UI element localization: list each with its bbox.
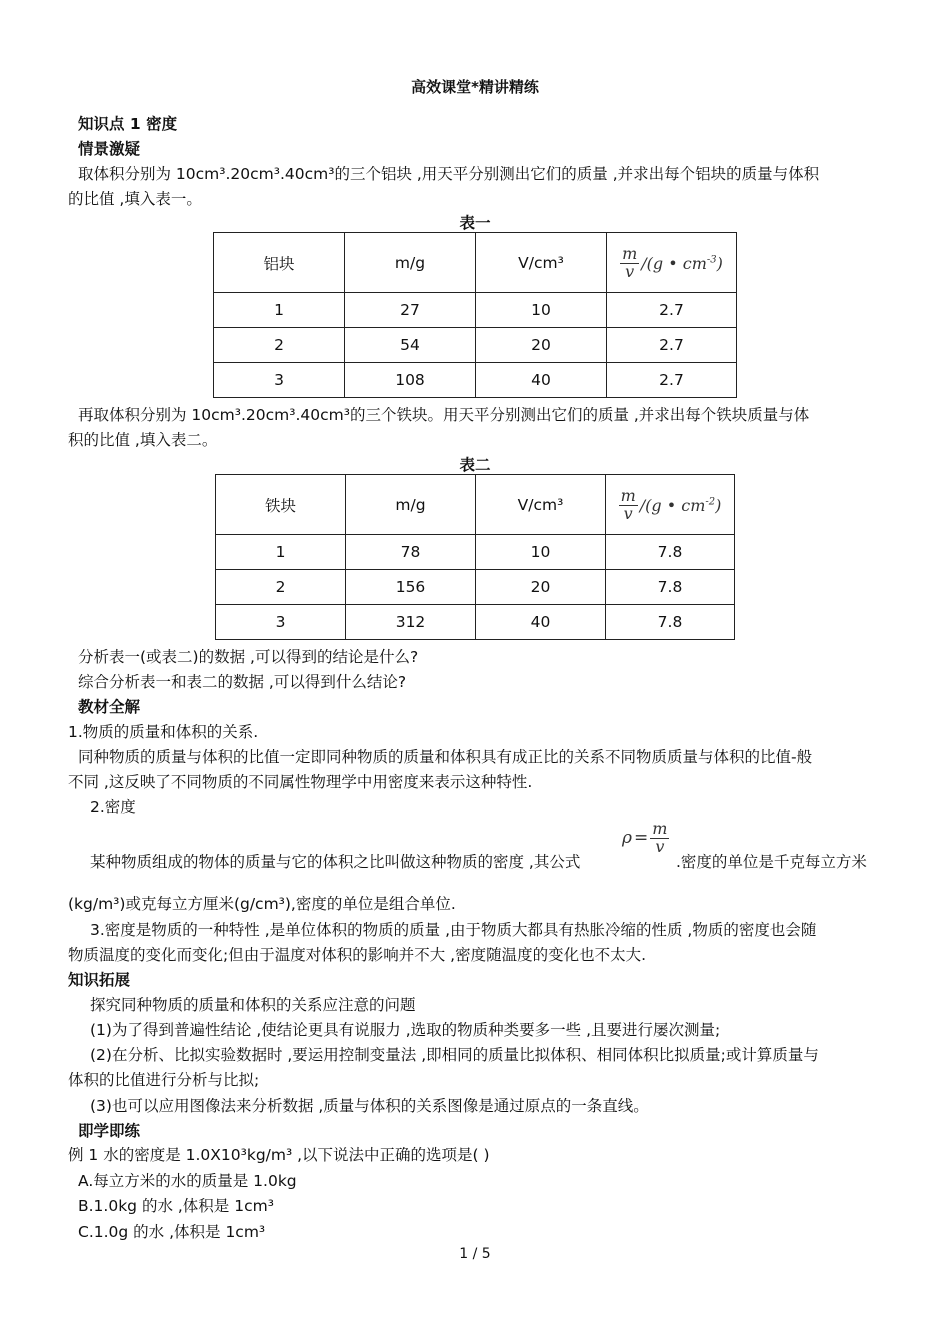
table-row [216,570,735,605]
table-cell: 108 [345,363,476,398]
question-1: 分析表一(或表二)的数据 ,可以得到的结论是什么? [78,648,419,666]
table1-header-cell: 铝块 [214,233,345,293]
rho-symbol: ρ [622,828,632,849]
extension-point-1: (1)为了得到普遍性结论 ,使结论更具有说服力 ,选取的物质种类要多一些 ,且要进行屡次测量; [90,1021,721,1039]
table-cell: 156 [346,570,476,605]
option-a: A.每立方米的水的质量是 1.0kg [78,1172,297,1190]
question-2: 综合分析表一和表二的数据 ,可以得到什么结论? [78,673,407,691]
option-b: B.1.0kg 的水 ,体积是 1cm³ [78,1197,274,1215]
table-cell: 2.7 [607,363,737,398]
table-cell: 2 [216,570,346,605]
iron-text-line2: 积的比值 ,填入表二。 [68,431,218,449]
formula-v: v [625,261,635,281]
subheading-scenario: 情景激疑 [78,140,141,158]
table-cell: 1 [216,535,346,570]
table-row [214,363,737,398]
formula-exponent: -3 [706,254,717,266]
section-heading-density: 知识点 1 密度 [78,115,178,133]
section-heading-extension: 知识拓展 [68,971,131,989]
units-line: (kg/m³)或克每立方厘米(g/cm³),密度的单位是组合单位. [68,895,456,913]
density-text-a: 某种物质组成的物体的质量与它的体积之比叫做这种物质的密度 ,其公式 [90,853,581,871]
table-cell: 2.7 [607,328,737,363]
table2-header-cell: V/cm³ [476,475,606,535]
table-cell: 2.7 [607,293,737,328]
table1-header-formula [607,233,737,293]
item1-title: 1.物质的质量和体积的关系. [68,723,259,741]
table-row [214,328,737,363]
table-row [214,293,737,328]
item1-text-line2: 不同 ,这反映了不同物质的不同属性物理学中用密度来表示这种特性. [68,773,533,791]
formula-unit: /(g • cm [639,495,706,515]
table-cell: 40 [476,605,606,640]
table-iron [215,474,735,640]
extension-point-2-line1: (2)在分析、比拟实验数据时 ,要运用控制变量法 ,即相同的质量比拟体积、相同体积比拟质量;或计算质量与 [90,1046,819,1064]
table1-caption: 表一 [459,214,491,232]
formula-m: m [622,243,638,263]
table-cell: 3 [216,605,346,640]
formula-close: ) [715,495,722,515]
table-cell: 312 [346,605,476,640]
table-row [216,535,735,570]
formula-m: m [620,485,636,505]
item3-text-line1: 3.密度是物质的一种特性 ,是单位体积的物质的质量 ,由于物质大都具有热胀冷缩的性质 ,物质的密度也会随 [90,921,817,939]
iron-text-line1: 再取体积分别为 10cm³.20cm³.40cm³的三个铁块。用天平分别测出它们的质量 ,并求出每个铁块质量与体 [78,406,810,424]
option-c: C.1.0g 的水 ,体积是 1cm³ [78,1223,266,1241]
table2-header-formula [606,475,735,535]
table-row [216,605,735,640]
section-heading-textbook: 教材全解 [78,698,141,716]
table-cell: 7.8 [606,605,735,640]
table-cell: 3 [214,363,345,398]
extension-point-3: (3)也可以应用图像法来分析数据 ,质量与体积的关系图像是通过原点的一条直线。 [90,1097,649,1115]
extension-intro: 探究同种物质的质量和体积的关系应注意的问题 [90,996,416,1014]
formula-unit: /(g • cm [641,253,707,273]
formula-close: ) [716,253,723,273]
table-cell: 1 [214,293,345,328]
table-cell: 2 [214,328,345,363]
equals-sign: = [634,828,649,849]
table1-header-cell: m/g [345,233,476,293]
table-cell: 40 [476,363,607,398]
table-cell: 7.8 [606,535,735,570]
table-cell: 20 [476,328,607,363]
intro-text-line2: 的比值 ,填入表一。 [68,190,202,208]
formula-v: v [655,836,665,856]
extension-point-2-line2: 体积的比值进行分析与比拟; [68,1071,260,1089]
page-title: 高效课堂*精讲精练 [411,78,539,96]
example-question: 例 1 水的密度是 1.0X10³kg/m³ ,以下说法中正确的选项是( ) [68,1146,490,1164]
table-cell: 10 [476,293,607,328]
table2-caption: 表二 [459,456,491,474]
table2-header-cell: m/g [346,475,476,535]
item2-title: 2.密度 [90,798,136,816]
density-formula [622,821,671,856]
table2-header-cell: 铁块 [216,475,346,535]
table-aluminum [213,232,737,398]
formula-exponent: -2 [705,496,716,508]
density-text-b: .密度的单位是千克每立方米 [676,853,867,871]
table-cell: 10 [476,535,606,570]
page-number: 1 / 5 [459,1246,491,1262]
table-cell: 78 [346,535,476,570]
intro-text-line1: 取体积分别为 10cm³.20cm³.40cm³的三个铝块 ,用天平分别测出它们的质量 ,并求出每个铝块的质量与体积 [78,165,820,183]
table-cell: 54 [345,328,476,363]
table1-header-cell: V/cm³ [476,233,607,293]
section-heading-practice: 即学即练 [78,1122,141,1140]
table-cell: 20 [476,570,606,605]
formula-m: m [652,819,668,838]
formula-v: v [623,503,633,523]
table-cell: 7.8 [606,570,735,605]
table-cell: 27 [345,293,476,328]
item3-text-line2: 物质温度的变化而变化;但由于温度对体积的影响并不大 ,密度随温度的变化也不太大. [68,946,647,964]
item1-text-line1: 同种物质的质量与体积的比值一定即同种物质的质量和体积具有成正比的关系不同物质质量与体积的比值-般 [78,748,813,766]
